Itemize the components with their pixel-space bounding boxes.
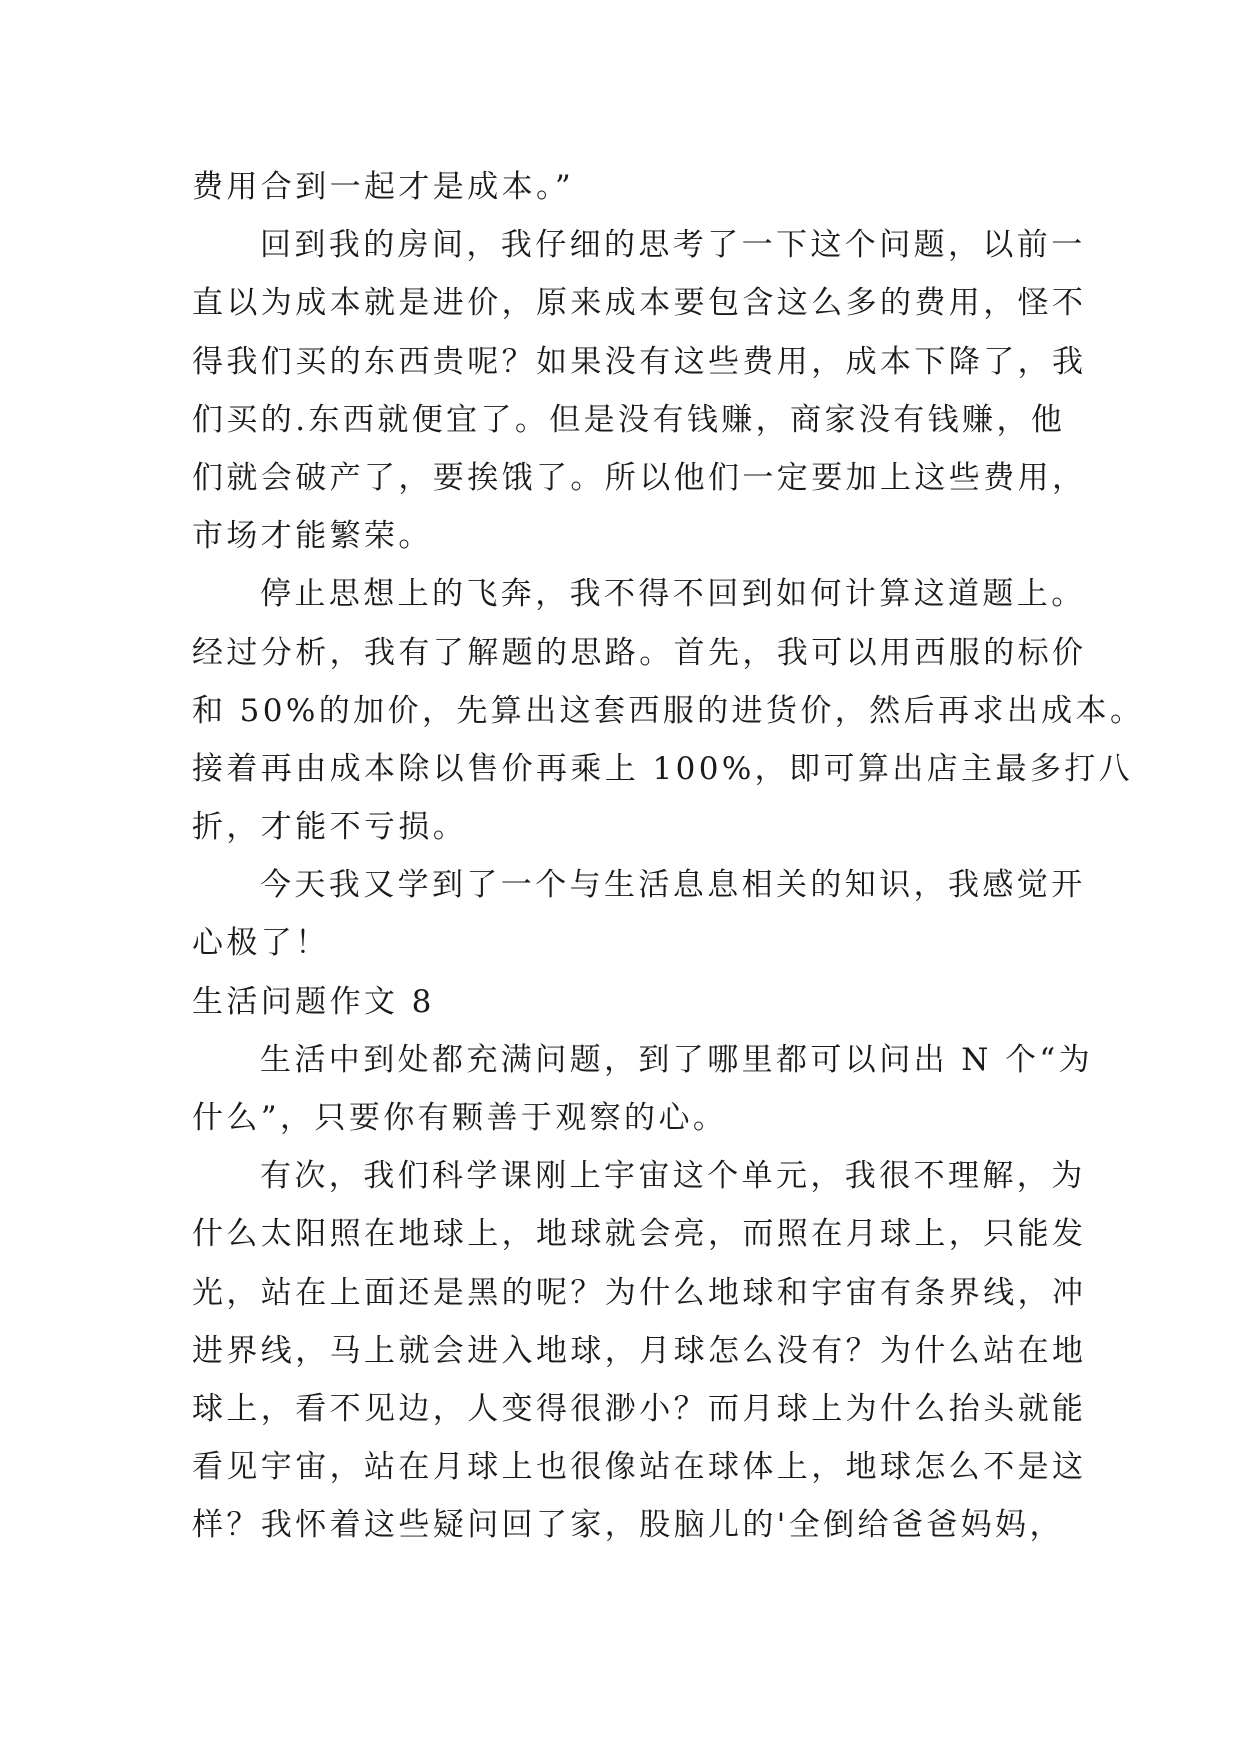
- text-line: 直以为成本就是进价，原来成本要包含这么多的费用，怪不: [192, 285, 1087, 322]
- section-heading: [192, 973, 1072, 1031]
- text-line: 得我们买的东西贵呢？如果没有这些费用，成本下降了，我: [192, 343, 1087, 380]
- text-line: 什么太阳照在地球上，地球就会亮，而照在月球上，只能发: [192, 1216, 1087, 1253]
- text-line: 市场才能繁荣。: [192, 518, 433, 555]
- text-line: 心极了！: [192, 925, 330, 962]
- text-line: 有次，我们科学课刚上宇宙这个单元，我很不理解，为: [260, 1158, 1086, 1195]
- paragraph: [192, 1147, 1087, 1554]
- text-line: 费用合到一起才是成本。”: [192, 169, 575, 205]
- paragraph: [192, 1031, 1094, 1147]
- text-line: 生活中到处都充满问题，到了哪里都可以问出 N 个“为: [260, 1041, 1094, 1078]
- text-line: 们买的.东西就便宜了。但是没有钱赚，商家没有钱赚，他: [192, 401, 1066, 438]
- text-line: 什么”，只要你有颗善于观察的心。: [192, 1100, 728, 1136]
- text-line: 看见宇宙，站在月球上也很像站在球体上，地球怎么不是这: [192, 1449, 1087, 1486]
- text-line: 和 50%的加价，先算出这套西服的进货价，然后再求出成本。: [192, 692, 1145, 729]
- text-line: 停止思想上的飞奔，我不得不回到如何计算这道题上。: [260, 576, 1086, 613]
- text-line: 今天我又学到了一个与生活息息相关的知识，我感觉开: [260, 867, 1086, 904]
- paragraph: [192, 856, 1086, 972]
- text-line: 样？我怀着这些疑问回了家，股脑儿的'全倒给爸爸妈妈，: [192, 1507, 1064, 1544]
- text-line: 回到我的房间，我仔细的思考了一下这个问题，以前一: [260, 227, 1086, 264]
- text-line: 接着再由成本除以售价再乘上 100%，即可算出店主最多打八: [192, 750, 1134, 787]
- text-line: 们就会破产了，要挨饿了。所以他们一定要加上这些费用，: [192, 459, 1087, 496]
- paragraph: [192, 565, 1145, 856]
- document-body: [192, 158, 1145, 1555]
- text-line: 折，才能不亏损。: [192, 809, 468, 846]
- text-line: 光，站在上面还是黑的呢？为什么地球和宇宙有条界线，冲: [192, 1274, 1087, 1311]
- text-line: 经过分析，我有了解题的思路。首先，我可以用西服的标价: [192, 634, 1087, 671]
- text-line: 球上，看不见边，人变得很渺小？而月球上为什么抬头就能: [192, 1390, 1087, 1427]
- paragraph: [192, 158, 1072, 216]
- paragraph: [192, 216, 1087, 565]
- text-line: 进界线，马上就会进入地球，月球怎么没有？为什么站在地: [192, 1332, 1087, 1369]
- heading-text: 生活问题作文 8: [192, 983, 435, 1020]
